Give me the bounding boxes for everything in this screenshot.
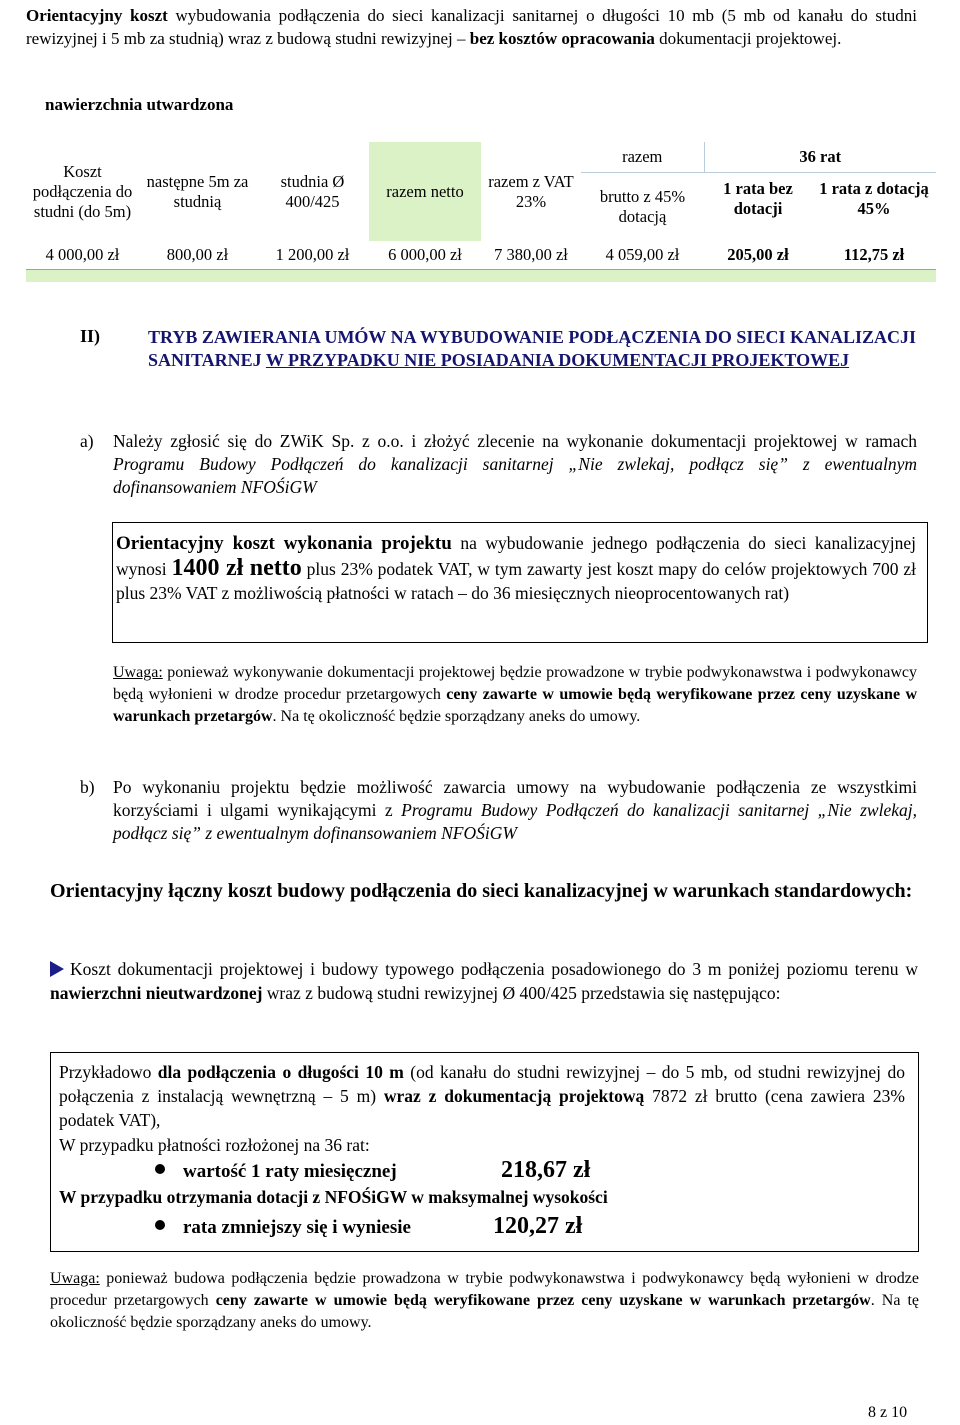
item-b-plain: Po wykonaniu projektu będzie możliwość zawarcia umowy na wybudowanie podłączenia ze wszystkimi korzyściami i ulgami wynikającymi z <box>113 777 917 820</box>
surface-label: nawierzchnia utwardzona <box>45 95 234 114</box>
intro-bold-1: Orientacyjny koszt <box>26 6 168 25</box>
section-2-title <box>148 326 916 372</box>
intro-text-1: wybudowania podłączenia do sieci kanalizacji sanitarnej o długości 10 mb (5 mb od kanału do studni rewizyjnej i 5 mb za studnią) wraz z budową studni rewizyjnej – <box>26 6 917 48</box>
project-cost-bold: Orientacyjny koszt wykonania projektu <box>116 533 452 554</box>
standard-cost-paragraph <box>50 957 918 1005</box>
reduced-installment-value: 120,27 zł <box>493 1213 583 1239</box>
note-2-text-2: . Na tę okoliczność będzie sporządzany aneks do umowy. <box>50 1292 919 1331</box>
project-cost-text-2: plus 23% podatek VAT, w tym zawarty jest koszt mapy do celów projektowych 700 zł plus 23% VAT z możliwością płatności w ratach – do 36 miesięcznych nieoprocentowanych rat) <box>116 559 916 603</box>
value-brutto: 4 059,00 zł <box>605 245 680 264</box>
example-text-1: Przykładowo <box>59 1062 158 1082</box>
intro-text-2: dokumentacji projektowej. <box>654 29 842 48</box>
example-bold-1: dla podłączenia o długości 10 m <box>157 1062 404 1082</box>
note-1-label: Uwaga: <box>113 664 163 681</box>
monthly-installment-label: wartość 1 raty miesięcznej <box>183 1161 397 1182</box>
monthly-installment-value: 218,67 zł <box>501 1157 591 1183</box>
bullet-monthly-installment <box>155 1157 590 1184</box>
section-2-number: II) <box>80 326 101 346</box>
standard-cost-text-1: Koszt dokumentacji projektowej i budowy typowego podłączenia posadowionego do 3 m poniżej poziomu terenu w <box>70 959 918 979</box>
note-2-label: Uwaga: <box>50 1270 100 1287</box>
note-1-bold: ceny zawarte w umowie będą weryfikowane przez ceny uzyskane w warunkach przetargów <box>113 686 918 725</box>
value-rata-z: 112,75 zł <box>843 245 905 264</box>
item-a-letter: a) <box>80 431 94 451</box>
item-b-letter: b) <box>80 777 95 797</box>
bullet-icon <box>155 1220 165 1230</box>
header-rata-z: 1 rata z dotacją 45% <box>819 179 929 218</box>
note-1-text-1: ponieważ wykonywanie dokumentacji projektowej będzie prowadzone w trybie podwykonawstwa i podwykonawcy będą wyłonieni w drodze procedur przetargowych <box>113 664 917 703</box>
example-cost-text <box>59 1060 905 1132</box>
project-cost-text <box>116 531 916 605</box>
intro-bold-2: bez kosztów opracowania <box>469 29 655 48</box>
installment-intro: W przypadku płatności rozłożonej na 36 rat: <box>59 1135 370 1155</box>
reduced-installment-label: rata zmniejszy się i wyniesie <box>183 1217 411 1238</box>
note-1-text-2: . Na tę okoliczność będzie sporządzany aneks do umowy. <box>272 708 641 725</box>
value-netto: 6 000,00 zł <box>388 245 462 264</box>
section-2-title-part1: TRYB ZAWIERANIA UMÓW NA WYBUDOWANIE PODŁĄCZENIA DO SIECI KANALIZACJI SANITARNEJ <box>148 327 916 370</box>
item-b-program-name: Programu Budowy Podłączeń do kanalizacji sanitarnej „Nie zwlekaj, podłącz się” z ewentualnym dofinansowaniem NFOŚiGW <box>113 800 917 843</box>
table-footer-strip <box>26 270 936 283</box>
header-vat: razem z VAT 23% <box>488 171 574 211</box>
header-netto: razem netto <box>369 142 481 241</box>
bullet-icon <box>155 1164 165 1174</box>
subsidy-line: W przypadku otrzymania dotacji z NFOŚiGW w maksymalnej wysokości <box>59 1187 608 1207</box>
value-studnia: 1 200,00 zł <box>275 245 350 264</box>
header-36-rat: 36 rat <box>704 142 936 173</box>
header-brutto-bottom: brutto z 45% dotacją <box>599 187 686 226</box>
note-2-bold: ceny zawarte w umowie będą weryfikowane przez ceny uzyskane w warunkach przetargów <box>215 1292 871 1309</box>
standard-cost-bold: nawierzchni nieutwardzonej <box>50 983 263 1003</box>
value-nastepne: 800,00 zł <box>166 245 229 264</box>
note-2 <box>50 1268 919 1334</box>
cost-table <box>26 142 936 282</box>
table-header-row-1 <box>26 142 936 173</box>
project-cost-amount: 1400 zł netto <box>171 555 302 581</box>
header-studnia: studnia Ø 400/425 <box>280 171 345 211</box>
item-a-plain: Należy zgłosić się do ZWiK Sp. z o.o. i złożyć zlecenie na wykonanie dokumentacji projektowej w ramach <box>113 431 917 451</box>
example-text-2: (od kanału do studni rewizyjnej – do 5 mb, od studni rewizyjnej do połączenia z instalacją wewnętrzną – 5 m) <box>59 1062 905 1106</box>
page-number: 8 z 10 <box>868 1404 908 1421</box>
value-koszt: 4 000,00 zł <box>45 245 120 264</box>
value-rata-bez: 205,00 zł <box>727 245 789 264</box>
header-brutto-top: razem <box>581 142 704 173</box>
note-2-text-1: ponieważ budowa podłączenia będzie prowadzona w trybie podwykonawstwa i podwykonawcy będą wyłonieni w drodze procedur przetargowych <box>50 1270 919 1309</box>
header-rata-bez: 1 rata bez dotacji <box>723 179 793 218</box>
item-a-program-name: Programu Budowy Podłączeń do kanalizacji sanitarnej „Nie zwlekaj, podłącz się” z ewentualnym dofinansowaniem NFOŚiGW <box>113 454 917 497</box>
total-cost-heading: Orientacyjny łączny koszt budowy podłączenia do sieci kanalizacyjnej w warunkach standardowych: <box>50 880 913 902</box>
example-bold-2: wraz z dokumentacją projektową <box>383 1086 645 1106</box>
example-text-3: 7872 zł brutto (cena zawiera 23% podatek VAT), <box>59 1086 905 1130</box>
item-b-text <box>113 776 917 845</box>
section-2-title-part2: W PRZYPADKU NIE POSIADANIA DOKUMENTACJI PROJEKTOWEJ <box>265 350 850 370</box>
value-vat: 7 380,00 zł <box>494 245 568 264</box>
note-1 <box>113 662 917 728</box>
arrow-right-icon <box>50 961 64 977</box>
standard-cost-text-2: wraz z budową studni rewizyjnej Ø 400/425 przedstawia się następująco: <box>262 983 781 1003</box>
header-nastepne: następne 5m za studnią <box>146 171 249 211</box>
item-a-text <box>113 430 917 499</box>
project-cost-text-1: na wybudowanie jednego podłączenia do sieci kanalizacyjnej wynosi <box>116 533 916 579</box>
bullet-reduced-installment <box>155 1213 582 1240</box>
header-koszt: Koszt podłączenia do studni (do 5m) <box>32 161 133 221</box>
intro-paragraph <box>26 4 917 50</box>
table-row <box>26 241 936 270</box>
